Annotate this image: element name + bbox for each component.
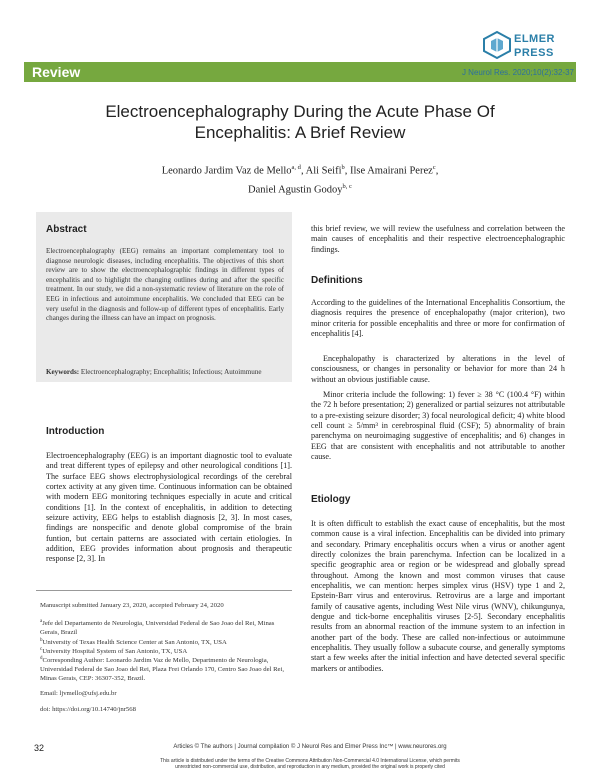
keywords-list: Electroencephalography; Encephalitis; Infectious; Autoimmune	[80, 368, 262, 376]
article-title	[60, 101, 540, 143]
publisher-name-line1: ELMER	[514, 33, 555, 45]
page-number: 32	[34, 743, 45, 753]
definitions-paragraph-1: According to the guidelines of the International Encephalitis Consortium, the diagnosis requires the presence of encephalopathy (major criterion), two minor criteria for possible encephalitis and three or more for confirmation of encephalitis [4].	[311, 298, 565, 339]
keywords	[46, 368, 284, 378]
elmer-press-logo-icon	[482, 30, 512, 60]
publisher-name-line2: PRESS	[514, 47, 554, 59]
footer-license-line-2: unrestricted non-commercial use, distribution, and reproduction in any medium, provided the original work is properly cited	[175, 764, 445, 770]
footer-license-line-1: This article is distributed under the terms of the Creative Commons Attribution Non-Commercial 4.0 International License, which permits	[160, 758, 460, 764]
definitions-heading: Definitions	[311, 275, 363, 286]
affiliation-c: $^c$University Hospital System of San Antonio, TX, USA	[40, 647, 188, 656]
author-2-affil: b	[341, 164, 345, 171]
article-type-label: Review	[32, 64, 81, 80]
manuscript-dates: Manuscript submitted January 23, 2020, accepted February 24, 2020	[40, 602, 224, 609]
introduction-text: Electroencephalography (EEG) is an important diagnostic tool to evaluate and treat different types of epilepsy and other neurological conditions [1]. The surface EEG shows electrophysiological recordings of the cerebral cortex activity at any given time. Continuous information can be obtained with modern EEG monitoring techniques especially in acute and critical conditions [1]. In the context of encephalitis, in addition to detecting seizure activity, EEG helps to establish diagnosis [2, 3]. In most cases, findings are nonspecific and denote global compromise of the brain funtion, but certain patterns are associated with certain etiologies. In addition, EEG provides information about prognosis and therapeutic response [2, 3]. In	[46, 451, 292, 564]
affiliation-b: $^b$University of Texas Health Science Center at San Antonio, TX, USA	[40, 638, 227, 647]
author-list	[100, 160, 500, 197]
author-4-affil: b, c	[342, 182, 352, 190]
intro-continuation: this brief review, we will review the usefulness and correlation between the main causes of encephalitis and their respective electroencephalographic findings.	[311, 224, 565, 254]
footer-license	[60, 758, 560, 770]
author-1-affil: a, d	[291, 164, 301, 171]
author-3: , Ilse Amairani Perez	[344, 165, 433, 177]
author-3-separator: ,	[435, 165, 439, 177]
definitions-paragraph-3: Minor criteria include the following: 1) fever ≥ 38 °C (100.4 °F) within the 72 h before presentation; 2) generalized or partial seizures not attributable to a pre-existing seizure disorder; 3) focal neurological deficit; 4) white blood cell count ≥ 5/mm³ in cerebrospinal fluid (CSF); 5) abnormality of brain parenchyma on neuroimaging suggestive of encephalitis; and 6) changes in EEG that are consistent with encephalitis and not attributable to another cause.	[311, 390, 565, 462]
journal-citation: J Neurol Res. 2020;10(2):32-37	[461, 68, 574, 77]
etiology-heading: Etiology	[311, 494, 351, 505]
abstract-heading: Abstract	[46, 224, 87, 235]
footer-copyright: Articles © The authors | Journal compilation © J Neurol Res and Elmer Press Inc™ | www.neurores.org	[173, 744, 447, 750]
publisher-name	[514, 32, 555, 60]
introduction-heading: Introduction	[46, 426, 105, 437]
corresponding-author: $^d$Corresponding Author: Leonardo Jardim Vaz de Mello, Departmento de Neurologia, Universidad Federal de Sao Joao del Rei, Plaza Frei Orlando 170, Centro Sao Joao del Rei, Minas Gerais, CEP: 36307-352, Brazil.	[40, 656, 285, 682]
author-email[interactable]: Email: ljvmello@ufsj.edu.br	[40, 690, 117, 697]
abstract-text: Electroencephalography (EEG) remains an important complementary tool to diagnose neurologic diseases, including encephalitis. The objectives of this short review are to show the electroencephalographic findings in different types of encephalitis and to highlight the changing outlines during and after the specific treatment. In our study, we did a non-systematic review of literature on the role of EEG in infectious and autoimmune encephalitis. We concluded that EEG can be very useful in the diagnosis and follow-up of different types of encephalitis. Early changes during the illness can have an impact on prognosis.	[46, 247, 284, 323]
footnote-divider	[36, 590, 292, 591]
definitions-paragraph-2: Encephalopathy is characterized by alterations in the level of consciousness, or changes in personality or behavior for more than 24 h without an obvious justifiable cause.	[311, 354, 565, 384]
doi-link[interactable]: doi: https://doi.org/10.14740/jnr568	[40, 706, 136, 713]
title-line-2: Encephalitis: A Brief Review	[194, 123, 406, 142]
author-4: Daniel Agustin Godoy	[248, 184, 343, 195]
title-line-1: Electroencephalography During the Acute Phase Of	[105, 102, 495, 121]
publisher-logo	[482, 28, 570, 64]
author-2: , Ali Seifi	[300, 165, 342, 177]
etiology-paragraph-1: It is often difficult to establish the exact cause of encephalitis, but the most common cause is a viral infection. Encephalitis can be divided into primary and secondary. Primary encephalitis occurs when a virus or another agent directly colonizes the brain parenchyma. Infection can be localized in a specific geographic area or region or be widespread and globally spread throughout. Among the known and most common viruses that cause encephalitis, we can mention: herpes simplex virus (HSV) type 1 and 2, Epstein-Barr virus and enterovirus. Retrovirus are a large and important family of causative agents, including West Nile virus (WNV), chikungunya, dengue and tick-borne encephalitis viruses [2-5]. Secondary encephalitis results from an abnormal reaction of the immune system to an infection in another part of the body. These are called non-infectious or autoimmune encephalitis. They usually follow a subacute course, and generally symptoms start a few weeks after the initial infection and have detected several specific markers or antibodies.	[311, 519, 565, 673]
keywords-label: Keywords:	[46, 368, 80, 376]
author-1: Leonardo Jardim Vaz de Mello	[161, 165, 292, 177]
author-3-affil: c	[432, 164, 436, 171]
affiliation-a: $^a$Jefe del Departamento de Neurologia, Universidad Federal de Sao Joao del Rei, Minas Gerais, Brazil	[40, 619, 275, 637]
